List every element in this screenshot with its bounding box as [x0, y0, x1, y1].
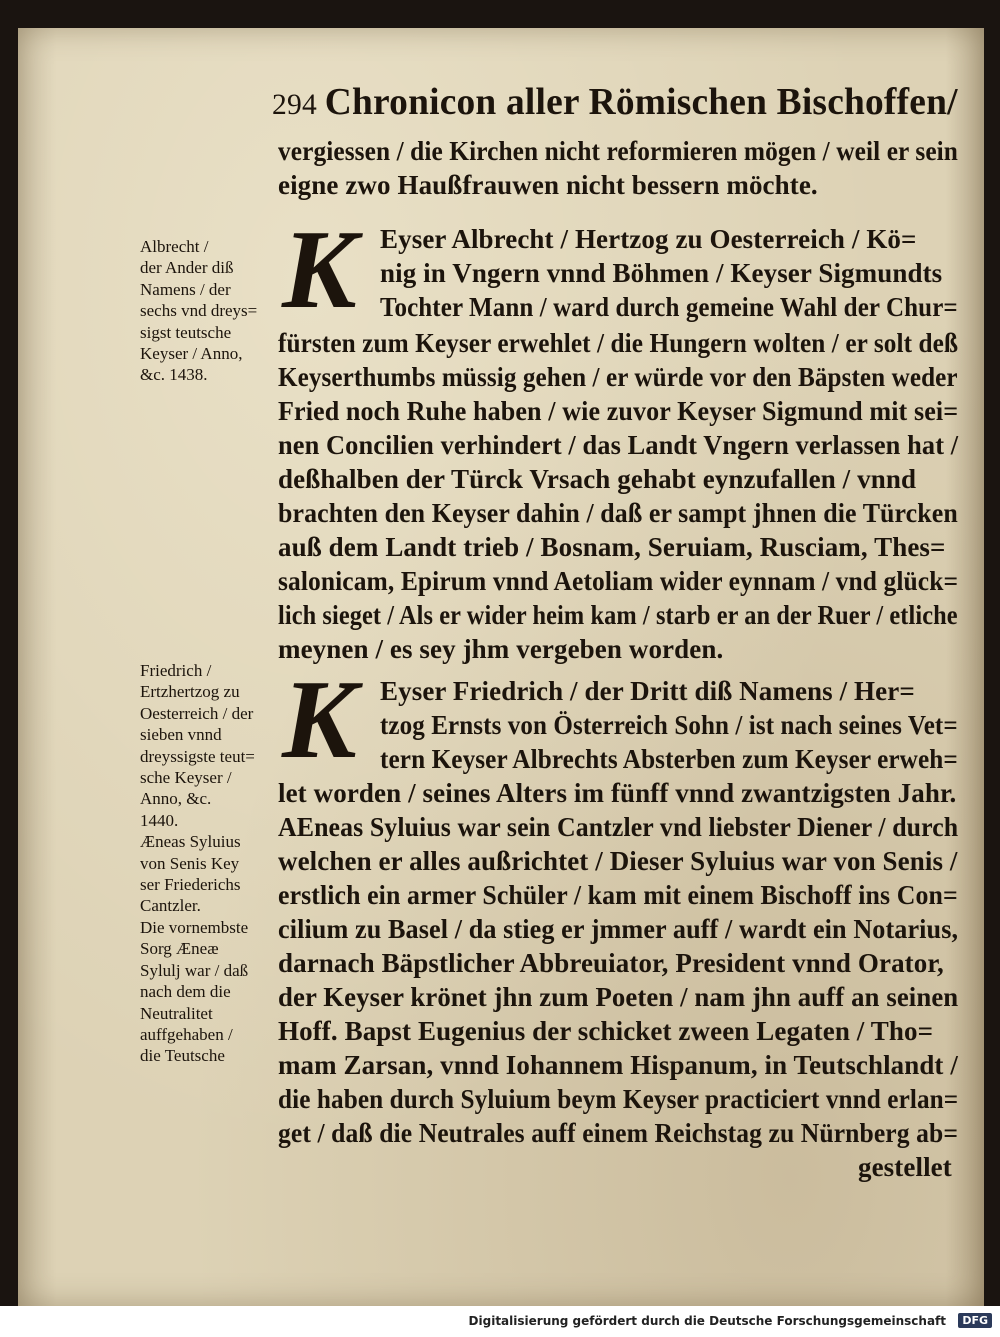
body-line: Tochter Mann / ward durch gemeine Wahl der Chur=	[380, 292, 958, 322]
margin-note	[140, 236, 257, 386]
body-line: tzog Ernsts von Österreich Sohn / ist nach seines Vet=	[380, 710, 958, 740]
margin-line: Anno, &c.	[140, 789, 212, 809]
intro-line: vergiessen / die Kirchen nicht reformieren mögen / weil er sein	[278, 136, 959, 166]
body-line: nen Concilien verhindert / das Landt Vngern verlassen hat /	[278, 430, 959, 460]
margin-line: Namens / der	[140, 279, 231, 299]
funding-notice: Digitalisierung gefördert durch die Deutsche Forschungsgemeinschaft	[468, 1314, 946, 1328]
body-line: cilium zu Basel / da stieg er jmmer auff / wardt ein Notarius,	[278, 914, 959, 944]
footer-bar	[0, 1306, 1000, 1337]
margin-line: Albrecht /	[140, 237, 209, 256]
body-line: auß dem Landt trieb / Bosnam, Seruiam, Rusciam, Thes=	[278, 532, 946, 562]
margin-line: auffgehaben /	[140, 1024, 233, 1044]
drop-capital: K	[282, 208, 357, 332]
margin-line: Sorg Æneæ	[140, 939, 219, 959]
margin-line: dreyssigste teut=	[140, 746, 255, 766]
running-header	[272, 80, 958, 124]
margin-line: Æneas Syluius	[140, 832, 241, 852]
body-line: der Keyser krönet jhn zum Poeten / nam jhn auff an seinen	[278, 982, 959, 1012]
body-line: let worden / seines Alters im fünff vnnd zwantzigsten Jahr.	[278, 778, 957, 808]
catchword: gestellet	[858, 1152, 952, 1182]
body-line: welchen er alles außrichtet / Dieser Syluius war von Senis /	[278, 846, 958, 876]
margin-line: ser Friederichs	[140, 875, 241, 895]
margin-line: Sylulj war / daß	[140, 960, 249, 980]
body-line: Keyserthumbs müssig gehen / er würde vor den Bäpsten weder	[278, 362, 958, 392]
body-line: brachten den Keyser dahin / daß er sampt jhnen die Türcken	[278, 498, 958, 528]
margin-line: sche Keyser /	[140, 768, 232, 788]
body-line: lich sieget / Als er wider heim kam / starb er an der Ruer / etliche	[278, 600, 958, 630]
margin-line: der Ander diß	[140, 258, 234, 278]
body-line: nig in Vngern vnnd Böhmen / Keyser Sigmundts	[380, 258, 943, 288]
body-line: get / daß die Neutrales auff einem Reichstag zu Nürnberg ab=	[278, 1118, 959, 1148]
margin-line: Cantzler.	[140, 896, 201, 916]
margin-line: sechs vnd dreys=	[140, 301, 258, 321]
running-title: Chronicon aller Römischen Bischoffen/	[324, 81, 958, 123]
margin-line: Oesterreich / der	[140, 703, 254, 723]
body-line: fürsten zum Keyser erwehlet / die Hungern wolten / er solt deß	[278, 328, 959, 358]
body-line: deßhalben der Türck Vrsach gehabt eynzufallen / vnnd	[278, 464, 917, 494]
margin-line: von Senis Key	[140, 853, 240, 873]
body-line: darnach Bäpstlicher Abbreuiator, President vnnd Orator,	[278, 948, 944, 978]
body-line: meynen / es sey jhm vergeben worden.	[278, 634, 724, 664]
body-line: Hoff. Bapst Eugenius der schicket zween Legaten / Tho=	[278, 1016, 934, 1046]
margin-line: Ertzhertzog zu	[140, 682, 240, 702]
body-line: AEneas Syluius war sein Cantzler vnd liebster Diener / durch	[278, 812, 959, 842]
margin-line: sieben vnnd	[140, 725, 222, 745]
margin-line: Die vornembste	[140, 917, 249, 937]
page-number: 294	[272, 88, 317, 121]
dfg-logo: DFG	[958, 1313, 992, 1328]
margin-line: die Teutsche	[140, 1046, 225, 1066]
body-line: tern Keyser Albrechts Absterben zum Keyser erweh=	[380, 744, 958, 774]
body-line: Fried noch Ruhe haben / wie zuvor Keyser Sigmund mit sei=	[278, 396, 959, 426]
margin-line: 1440.	[140, 810, 179, 830]
margin-line: Friedrich /	[140, 661, 212, 680]
body-line: mam Zarsan, vnnd Iohannem Hispanum, in Teutschlandt /	[278, 1050, 958, 1080]
margin-note	[140, 660, 255, 1067]
body-line: erstlich ein armer Schüler / kam mit einem Bischoff ins Con=	[278, 880, 958, 910]
intro-line: eigne zwo Haußfrauwen nicht bessern möchte.	[278, 170, 818, 200]
margin-line: Keyser / Anno,	[140, 344, 243, 364]
body-line: salonicam, Epirum vnnd Aetoliam wider eynnam / vnd glück=	[278, 566, 959, 596]
body-line: die haben durch Syluium beym Keyser practiciert vnnd erlan=	[278, 1084, 959, 1114]
body-line: Eyser Friedrich / der Dritt diß Namens / Her=	[380, 676, 915, 706]
margin-line: Neutralitet	[140, 1003, 213, 1023]
margin-line: sigst teutsche	[140, 322, 232, 342]
drop-capital: K	[282, 658, 357, 782]
margin-line: &c. 1438.	[140, 365, 208, 385]
body-line: Eyser Albrecht / Hertzog zu Oesterreich / Kö=	[380, 224, 917, 254]
margin-line: nach dem die	[140, 982, 231, 1002]
